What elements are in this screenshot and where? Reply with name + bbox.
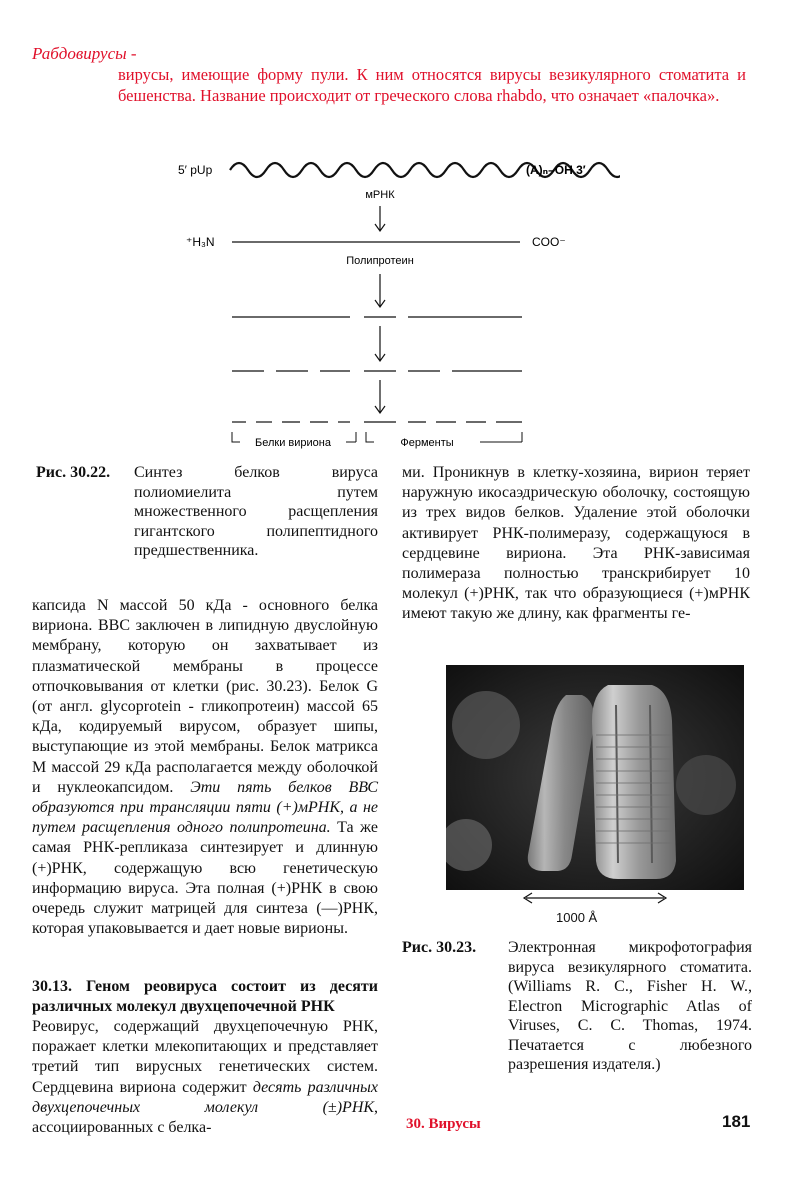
left-p2-italic: десять различных двухцепочечных молекул (±)РНК (32, 1078, 378, 1116)
label-3prime: (A)ₙ–OH 3′ (526, 163, 586, 177)
label-polyprotein: Полипротеин (346, 255, 414, 267)
fig-30-23-caption: Электронная микрофотография вируса везикулярного стоматита. (Williams R. C., Fisher H. W., Electron Micrographic Atlas of Viruses, C. C. Thomas, 1974. Печатается с любезного разрешения издателя.) (508, 939, 752, 1073)
fig-30-22-caption: Синтез белков вируса полиомиелита путем множественного расщепления гигантского полипептидного предшественника. (134, 464, 378, 559)
left-p2-part-b: , ассоциированных с белка- (32, 1098, 378, 1137)
arrow-4 (375, 380, 385, 413)
micrograph-image (446, 665, 744, 890)
label-mrna: мРНК (365, 189, 395, 201)
term-definition: вирусы, имеющие форму пули. К ним относятся вирусы везикулярного стоматита и бешенства. Название происходит от греческого слова rhabdo, что означает «палочка». (118, 65, 746, 105)
right-paragraph: ми. Проникнув в клетку-хозяина, вирион теряет наружную икосаэдрическую оболочку, состоящую из трех видов белков. Удаление этой оболочки активирует РНК-полимеразу, содержащуюся в сердцевине вириона. Эта РНК-зависимая полимераза полностью транскрибирует 10 молекул (+)РНК, так что образующиеся (+)мРНК имеют такую же длину, как фрагменты ге- (402, 464, 750, 623)
fig-30-23-label: Рис. 30.23. (402, 939, 477, 956)
arrow-2 (375, 274, 385, 307)
left-p2-part-a: Реовирус, содержащий двухцепочечную РНК, поражает клетки млекопитающих и представляет третий тип вирусных генетических систем. Сердцевина вириона содержит (32, 1018, 378, 1096)
polyprotein-cleavage-diagram (160, 150, 620, 455)
left-p1-part-a: капсида N массой 50 кДа - основного белка вириона. ВВС заключен в липидную двуслойную мембрану, которую он захватывает из плазматической мембраны в процессе отпочковывания от клетки (рис. 30.23). Белок G (от англ. glycoprotein - гликопротеин) массой 65 кДа, кодируемый вирусом, образует шипы, выступающие из этой мембраны. Белок матрикса M массой 29 кДа располагается между оболочкой и нуклеокапсидом. (32, 597, 378, 796)
section-heading-30-13: 30.13. Геном реовируса состоит из десяти различных молекул двухцепочечной РНК (32, 978, 378, 1016)
arrow-3 (375, 326, 385, 361)
label-n-terminus: ⁺H₃N (186, 235, 215, 249)
left-p1-italic: Эти пять белков ВВС образуются при трансляции пяти (+)мРНК, а не путем расщепления одного полипротеина. (32, 778, 379, 837)
scale-label: 1000 Å (556, 910, 598, 925)
page-number: 181 (722, 1112, 751, 1131)
label-5prime: 5′ pUp (178, 163, 213, 177)
label-virion-proteins: Белки вириона (255, 437, 331, 449)
left-paragraph-2 (32, 1017, 378, 1138)
left-p1-part-b: Та же самая РНК-репликаза синтезирует и длинную (+)РНК, содержащую всю генетическую информацию вируса. Эта полная (+)РНК в свою очередь служит матрицей для синтеза (—)РНК, которая упаковывается и дает новые вирионы. (32, 819, 379, 938)
fig-30-22-label: Рис. 30.22. (36, 464, 111, 481)
footer-chapter: 30. Вирусы (406, 1116, 481, 1132)
label-enzymes: Ферменты (400, 437, 454, 449)
term-title: Рабдовирусы - (32, 44, 137, 63)
scale-bar (520, 890, 670, 906)
left-paragraph-1 (32, 596, 378, 939)
label-c-terminus: COO⁻ (532, 235, 566, 249)
arrow-1 (375, 206, 385, 231)
electron-micrograph (446, 665, 744, 890)
